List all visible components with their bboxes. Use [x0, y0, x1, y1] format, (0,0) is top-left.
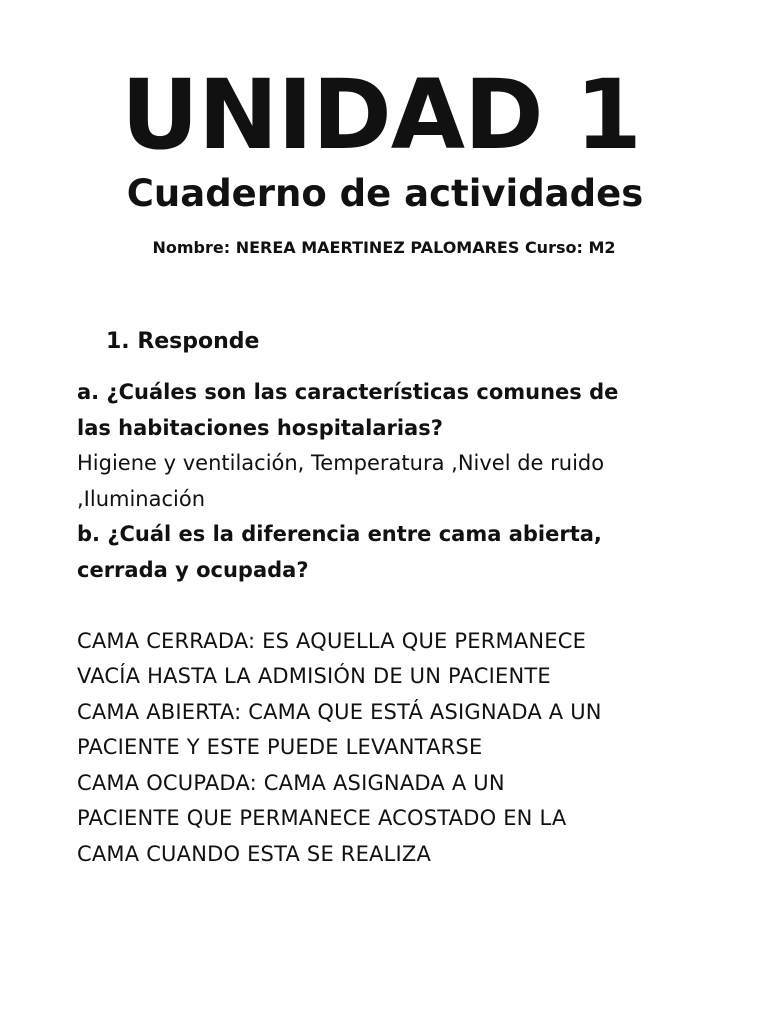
question-b-line-2: cerrada y ocupada?	[77, 557, 309, 582]
student-info: Nombre: NEREA MAERTINEZ PALOMARES Curso: M2	[152, 238, 616, 257]
answer-b-line: VACÍA HASTA LA ADMISIÓN DE UN PACIENTE	[77, 664, 551, 688]
answer-b-line: CAMA CUANDO ESTA SE REALIZA	[77, 841, 432, 866]
answer-b-line: PACIENTE QUE PERMANECE ACOSTADO EN LA	[77, 806, 567, 830]
answer-a-line-1: Higiene y ventilación, Temperatura ,Nivel de ruido	[77, 451, 605, 475]
unit-title: UNIDAD 1	[121, 59, 641, 171]
notebook-subtitle: Cuaderno de actividades	[126, 172, 644, 215]
answer-a-line-2: ,Iluminación	[77, 486, 206, 511]
question-b-line-1: b. ¿Cuál es la diferencia entre cama abierta,	[77, 522, 602, 546]
paragraph-spacer	[77, 588, 717, 624]
question-a-line-1: a. ¿Cuáles son las características comunes de	[77, 380, 619, 404]
answer-b-line: CAMA ABIERTA: CAMA QUE ESTÁ ASIGNADA A UN	[77, 699, 602, 724]
answer-b-line: CAMA OCUPADA: CAMA ASIGNADA A UN	[77, 770, 505, 795]
answer-b-line: PACIENTE Y ESTE PUEDE LEVANTARSE	[77, 735, 483, 759]
answer-b-line: CAMA CERRADA: ES AQUELLA QUE PERMANECE	[77, 628, 587, 653]
section-heading: 1. Responde	[106, 329, 260, 354]
answers-body	[77, 375, 717, 872]
question-a-line-2: las habitaciones hospitalarias?	[77, 415, 443, 440]
